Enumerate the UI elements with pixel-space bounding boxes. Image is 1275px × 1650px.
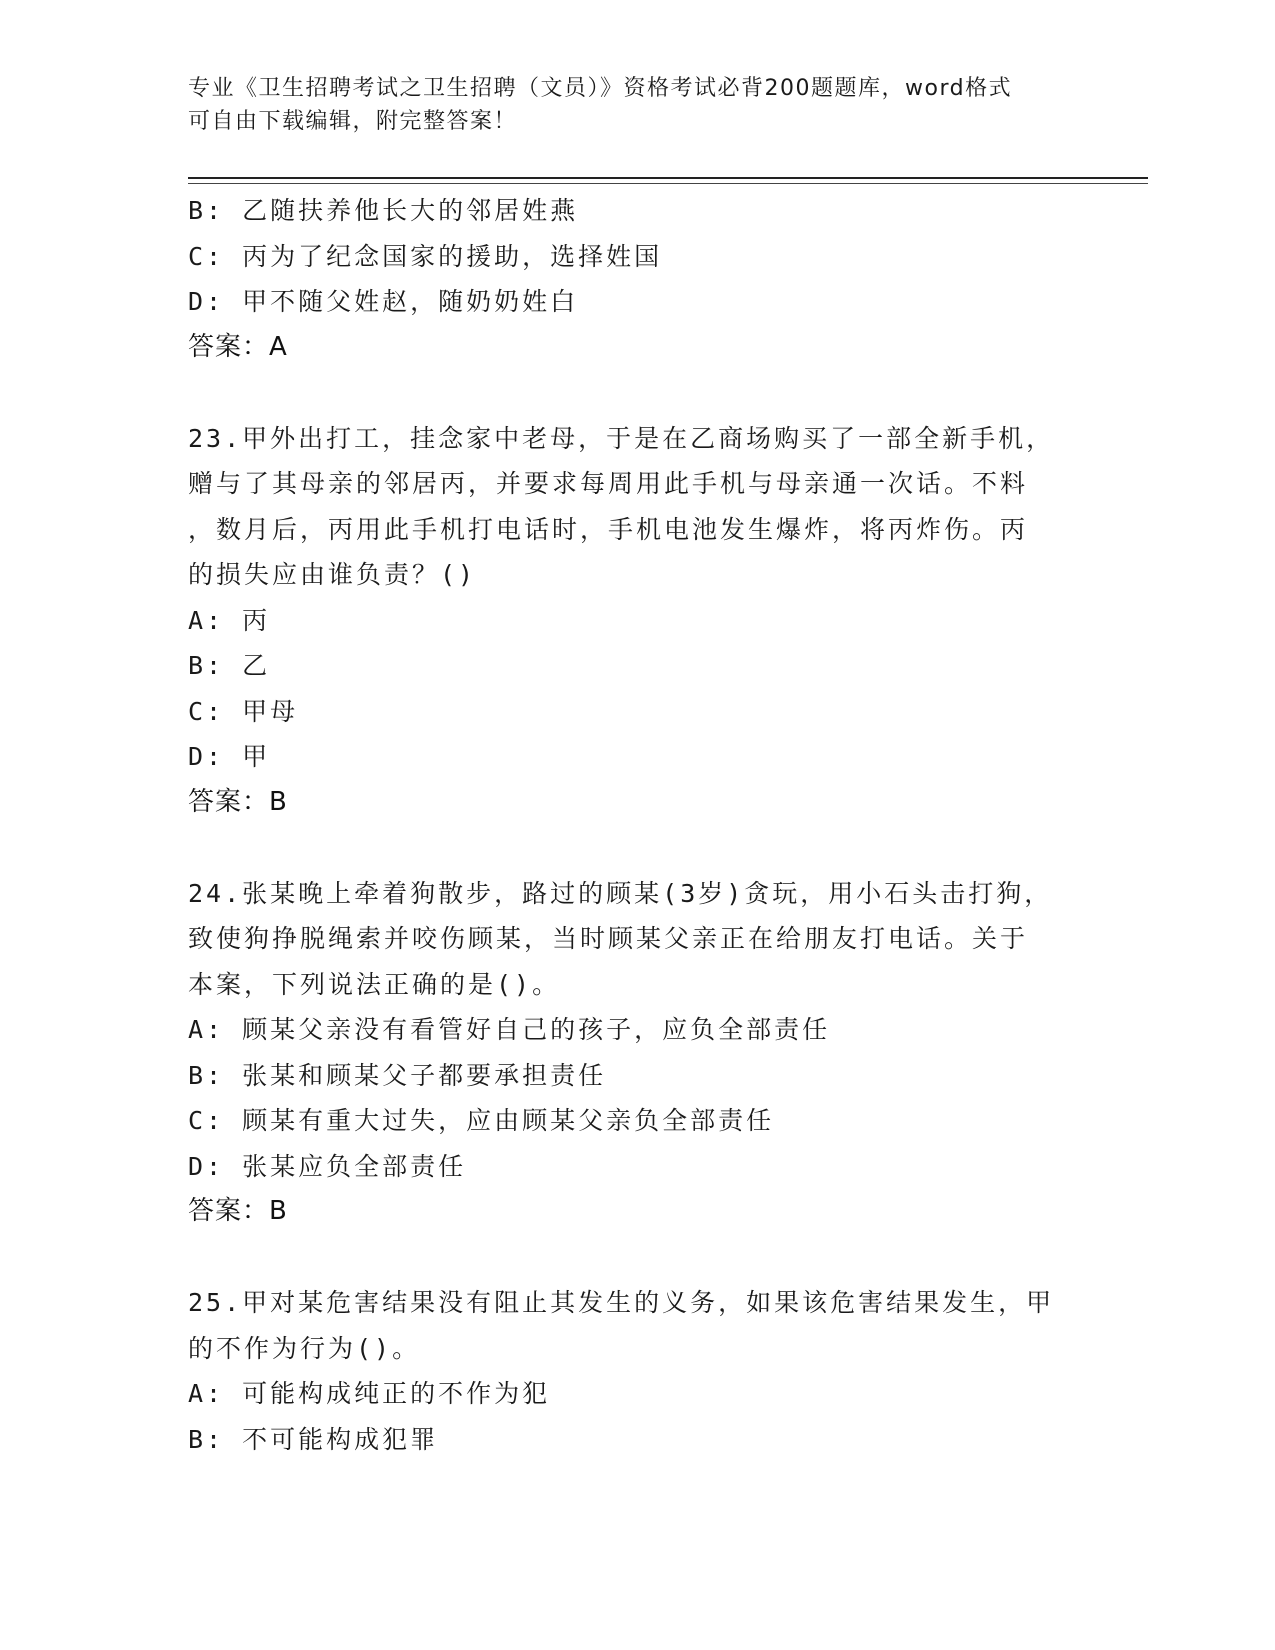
question-text-line: 24.张某晚上牵着狗散步，路过的顾某(3岁)贪玩，用小石头击打狗， — [188, 878, 1053, 908]
question-text-line: 25.甲对某危害结果没有阻止其发生的义务，如果该危害结果发生，甲 — [188, 1288, 1055, 1317]
option-c: C: 甲母 — [188, 696, 299, 726]
header-divider-thin — [188, 183, 1148, 184]
question-text-line: ，数月后，丙用此手机打电话时，手机电池发生爆炸，将丙炸伤。丙 — [188, 514, 1029, 544]
question-24 — [188, 871, 1088, 1235]
question-25 — [188, 1280, 1088, 1462]
option-a: A: 丙 — [188, 605, 271, 635]
answer-line: 答案：B — [188, 1196, 288, 1226]
question-text-line: 的不作为行为()。 — [188, 1333, 421, 1363]
option-b: B: 张某和顾某父子都要承担责任 — [188, 1060, 607, 1090]
option-b: B: 不可能构成犯罪 — [188, 1424, 439, 1454]
option-d: D: 甲 — [188, 742, 271, 771]
header-line-2: 可自由下载编辑，附完整答案！ — [188, 109, 518, 134]
question-23 — [188, 416, 1088, 826]
document-header — [188, 72, 1088, 138]
option-a: A: 顾某父亲没有看管好自己的孩子，应负全部责任 — [188, 1015, 831, 1044]
question-text-line: 本案，下列说法正确的是()。 — [188, 969, 561, 999]
spacer — [188, 825, 1088, 871]
question-text-line: 赠与了其母亲的邻居丙，并要求每周用此手机与母亲通一次话。不料 — [188, 469, 1029, 498]
option-a: A: 可能构成纯正的不作为犯 — [188, 1379, 551, 1408]
option-c: C: 丙为了纪念国家的援助，选择姓国 — [188, 241, 663, 271]
option-d: D: 张某应负全部责任 — [188, 1151, 467, 1181]
option-d: D: 甲不随父姓赵，随奶奶姓白 — [188, 287, 579, 316]
spacer — [188, 370, 1088, 416]
question-text-line: 致使狗挣脱绳索并咬伤顾某，当时顾某父亲正在给朋友打电话。关于 — [188, 924, 1029, 953]
answer-line: 答案：A — [188, 331, 288, 362]
question-22-continuation — [188, 188, 1088, 370]
question-text-line: 23.甲外出打工，挂念家中老母，于是在乙商场购买了一部全新手机， — [188, 423, 1055, 453]
question-text-line: 的损失应由谁负责？() — [188, 560, 477, 589]
header-divider-thick — [188, 177, 1148, 179]
header-line-1: 专业《卫生招聘考试之卫生招聘（文员）》资格考试必背200题题库，word格式 — [188, 76, 1013, 101]
option-b: B: 乙 — [188, 651, 271, 680]
spacer — [188, 1235, 1088, 1281]
answer-line: 答案：B — [188, 786, 288, 817]
option-b: B: 乙随扶养他长大的邻居姓燕 — [188, 196, 579, 225]
document-body — [188, 188, 1088, 1462]
option-c: C: 顾某有重大过失，应由顾某父亲负全部责任 — [188, 1106, 775, 1135]
